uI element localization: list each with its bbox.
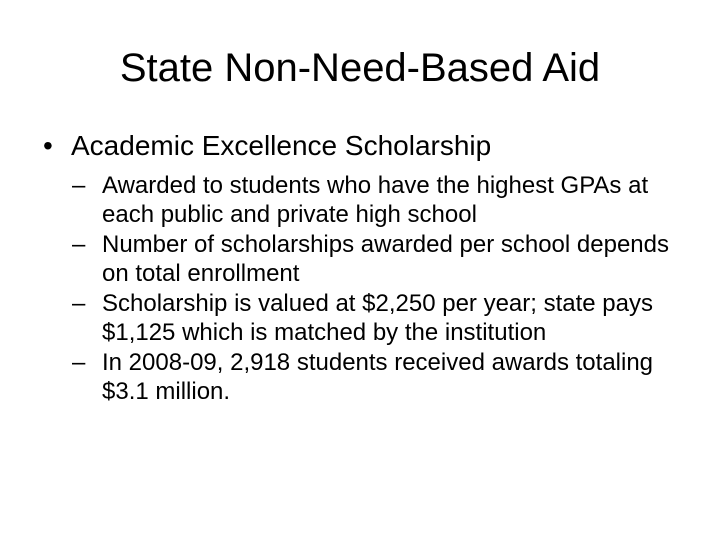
sub-bullet-item xyxy=(72,230,697,288)
sub-bullet-text: In 2008-09, 2,918 students received awards totaling $3.1 million. xyxy=(102,349,654,405)
slide-title: State Non-Need-Based Aid xyxy=(119,46,601,90)
dash-marker: – xyxy=(72,290,86,317)
sub-bullet-text: Awarded to students who have the highest GPAs at each public and private high school xyxy=(102,172,649,228)
sub-bullet-item xyxy=(72,289,697,347)
sub-bullet-text: Scholarship is valued at $2,250 per year; state pays $1,125 which is matched by the institution xyxy=(102,290,653,346)
sub-bullet-item xyxy=(72,348,697,406)
sub-bullet-text: Number of scholarships awarded per school depends on total enrollment xyxy=(102,231,669,287)
dash-marker: – xyxy=(72,172,86,199)
main-bullet xyxy=(43,128,693,164)
dash-marker: – xyxy=(72,231,86,258)
sub-bullet-list xyxy=(72,171,697,407)
main-bullet-text: Academic Excellence Scholarship xyxy=(71,130,492,161)
dash-marker: – xyxy=(72,349,86,376)
bullet-marker: • xyxy=(43,130,53,161)
sub-bullet-item xyxy=(72,171,697,229)
